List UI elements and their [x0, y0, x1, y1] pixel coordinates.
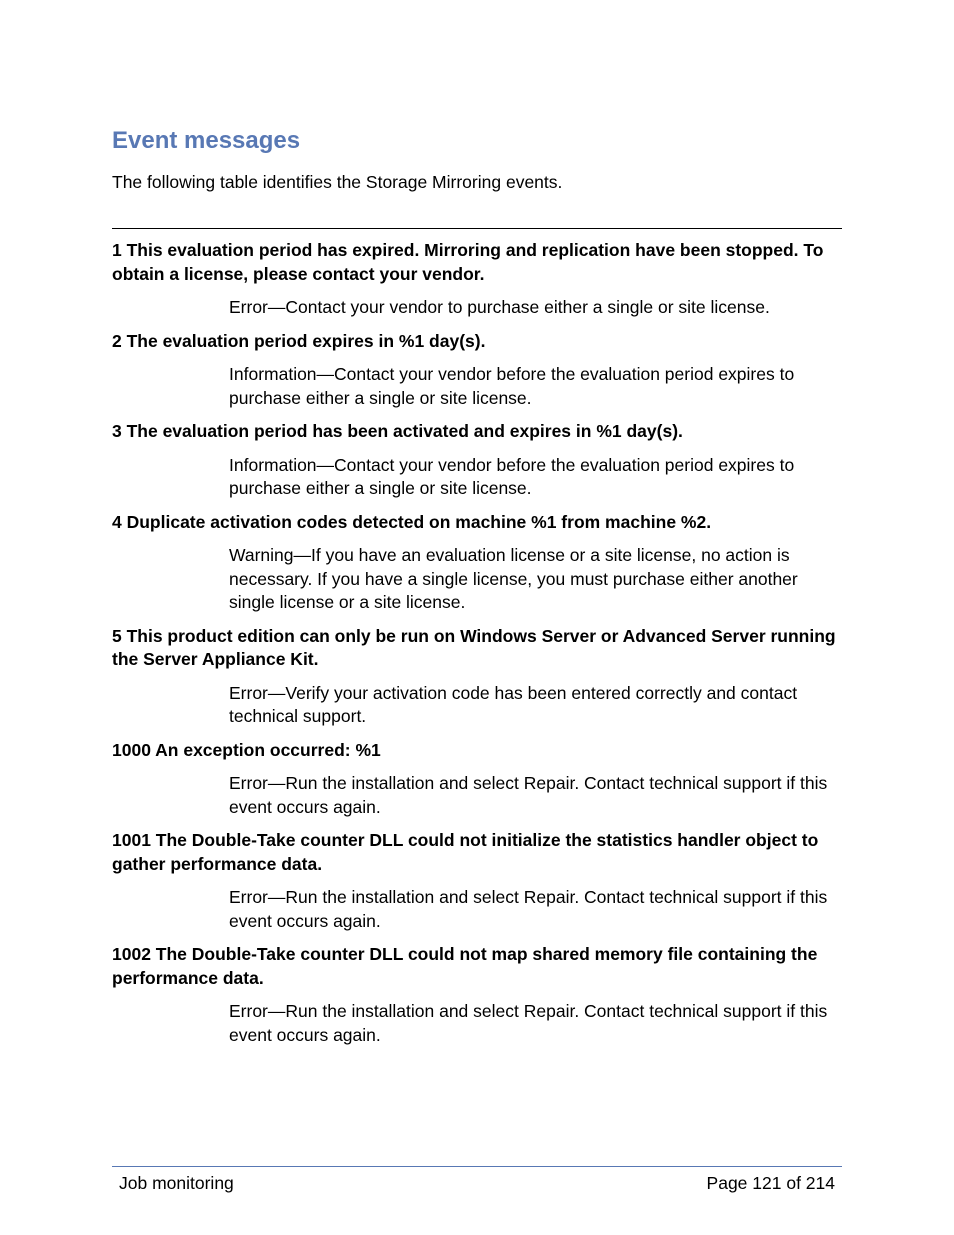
event-heading: 4 Duplicate activation codes detected on machine %1 from machine %2. — [112, 511, 712, 532]
footer-section-name: Job monitoring — [119, 1173, 234, 1193]
table-top-rule — [112, 228, 842, 229]
event-item — [112, 330, 842, 411]
event-heading: 3 The evaluation period has been activated and expires in %1 day(s). — [112, 421, 683, 441]
event-item — [112, 625, 842, 729]
event-heading: 1002 The Double-Take counter DLL could not map shared memory file containing the performance data. — [112, 944, 818, 988]
event-heading: 2 The evaluation period expires in %1 day(s). — [112, 330, 486, 351]
footer-rule — [112, 1166, 842, 1167]
event-item — [112, 943, 842, 1047]
event-list — [112, 239, 842, 1057]
event-description: Error—Verify your activation code has been entered correctly and contact technical support. — [229, 682, 798, 726]
event-description: Information—Contact your vendor before the evaluation period expires to purchase either a single or site license. — [229, 364, 795, 408]
event-heading: 1000 An exception occurred: %1 — [112, 739, 381, 760]
event-description: Error—Run the installation and select Repair. Contact technical support if this event occurs again. — [229, 773, 828, 817]
event-heading: 5 This product edition can only be run on Windows Server or Advanced Server running the Server Appliance Kit. — [112, 625, 836, 669]
event-item — [112, 829, 842, 933]
event-item — [112, 239, 842, 320]
event-heading: 1001 The Double-Take counter DLL could not initialize the statistics handler object to gather performance data. — [112, 830, 819, 874]
event-description: Error—Run the installation and select Repair. Contact technical support if this event occurs again. — [229, 887, 828, 931]
intro-paragraph: The following table identifies the Storage Mirroring events. — [112, 172, 563, 192]
event-description: Error—Run the installation and select Repair. Contact technical support if this event occurs again. — [229, 1001, 828, 1045]
event-description: Error—Contact your vendor to purchase either a single or site license. — [229, 297, 770, 317]
event-description: Warning—If you have an evaluation license or a site license, no action is necessary. If you have a single license, you must purchase either another single license or a site license. — [229, 545, 798, 612]
footer-page-number: Page 121 of 214 — [706, 1173, 835, 1193]
event-heading: 1 This evaluation period has expired. Mirroring and replication have been stopped. To obtain a license, please contact your vendor. — [112, 240, 824, 284]
page-title: Event messages — [112, 127, 301, 154]
event-description: Information—Contact your vendor before the evaluation period expires to purchase either a single or site license. — [229, 454, 795, 498]
event-item — [112, 511, 842, 615]
event-item — [112, 420, 842, 501]
event-item — [112, 739, 842, 820]
